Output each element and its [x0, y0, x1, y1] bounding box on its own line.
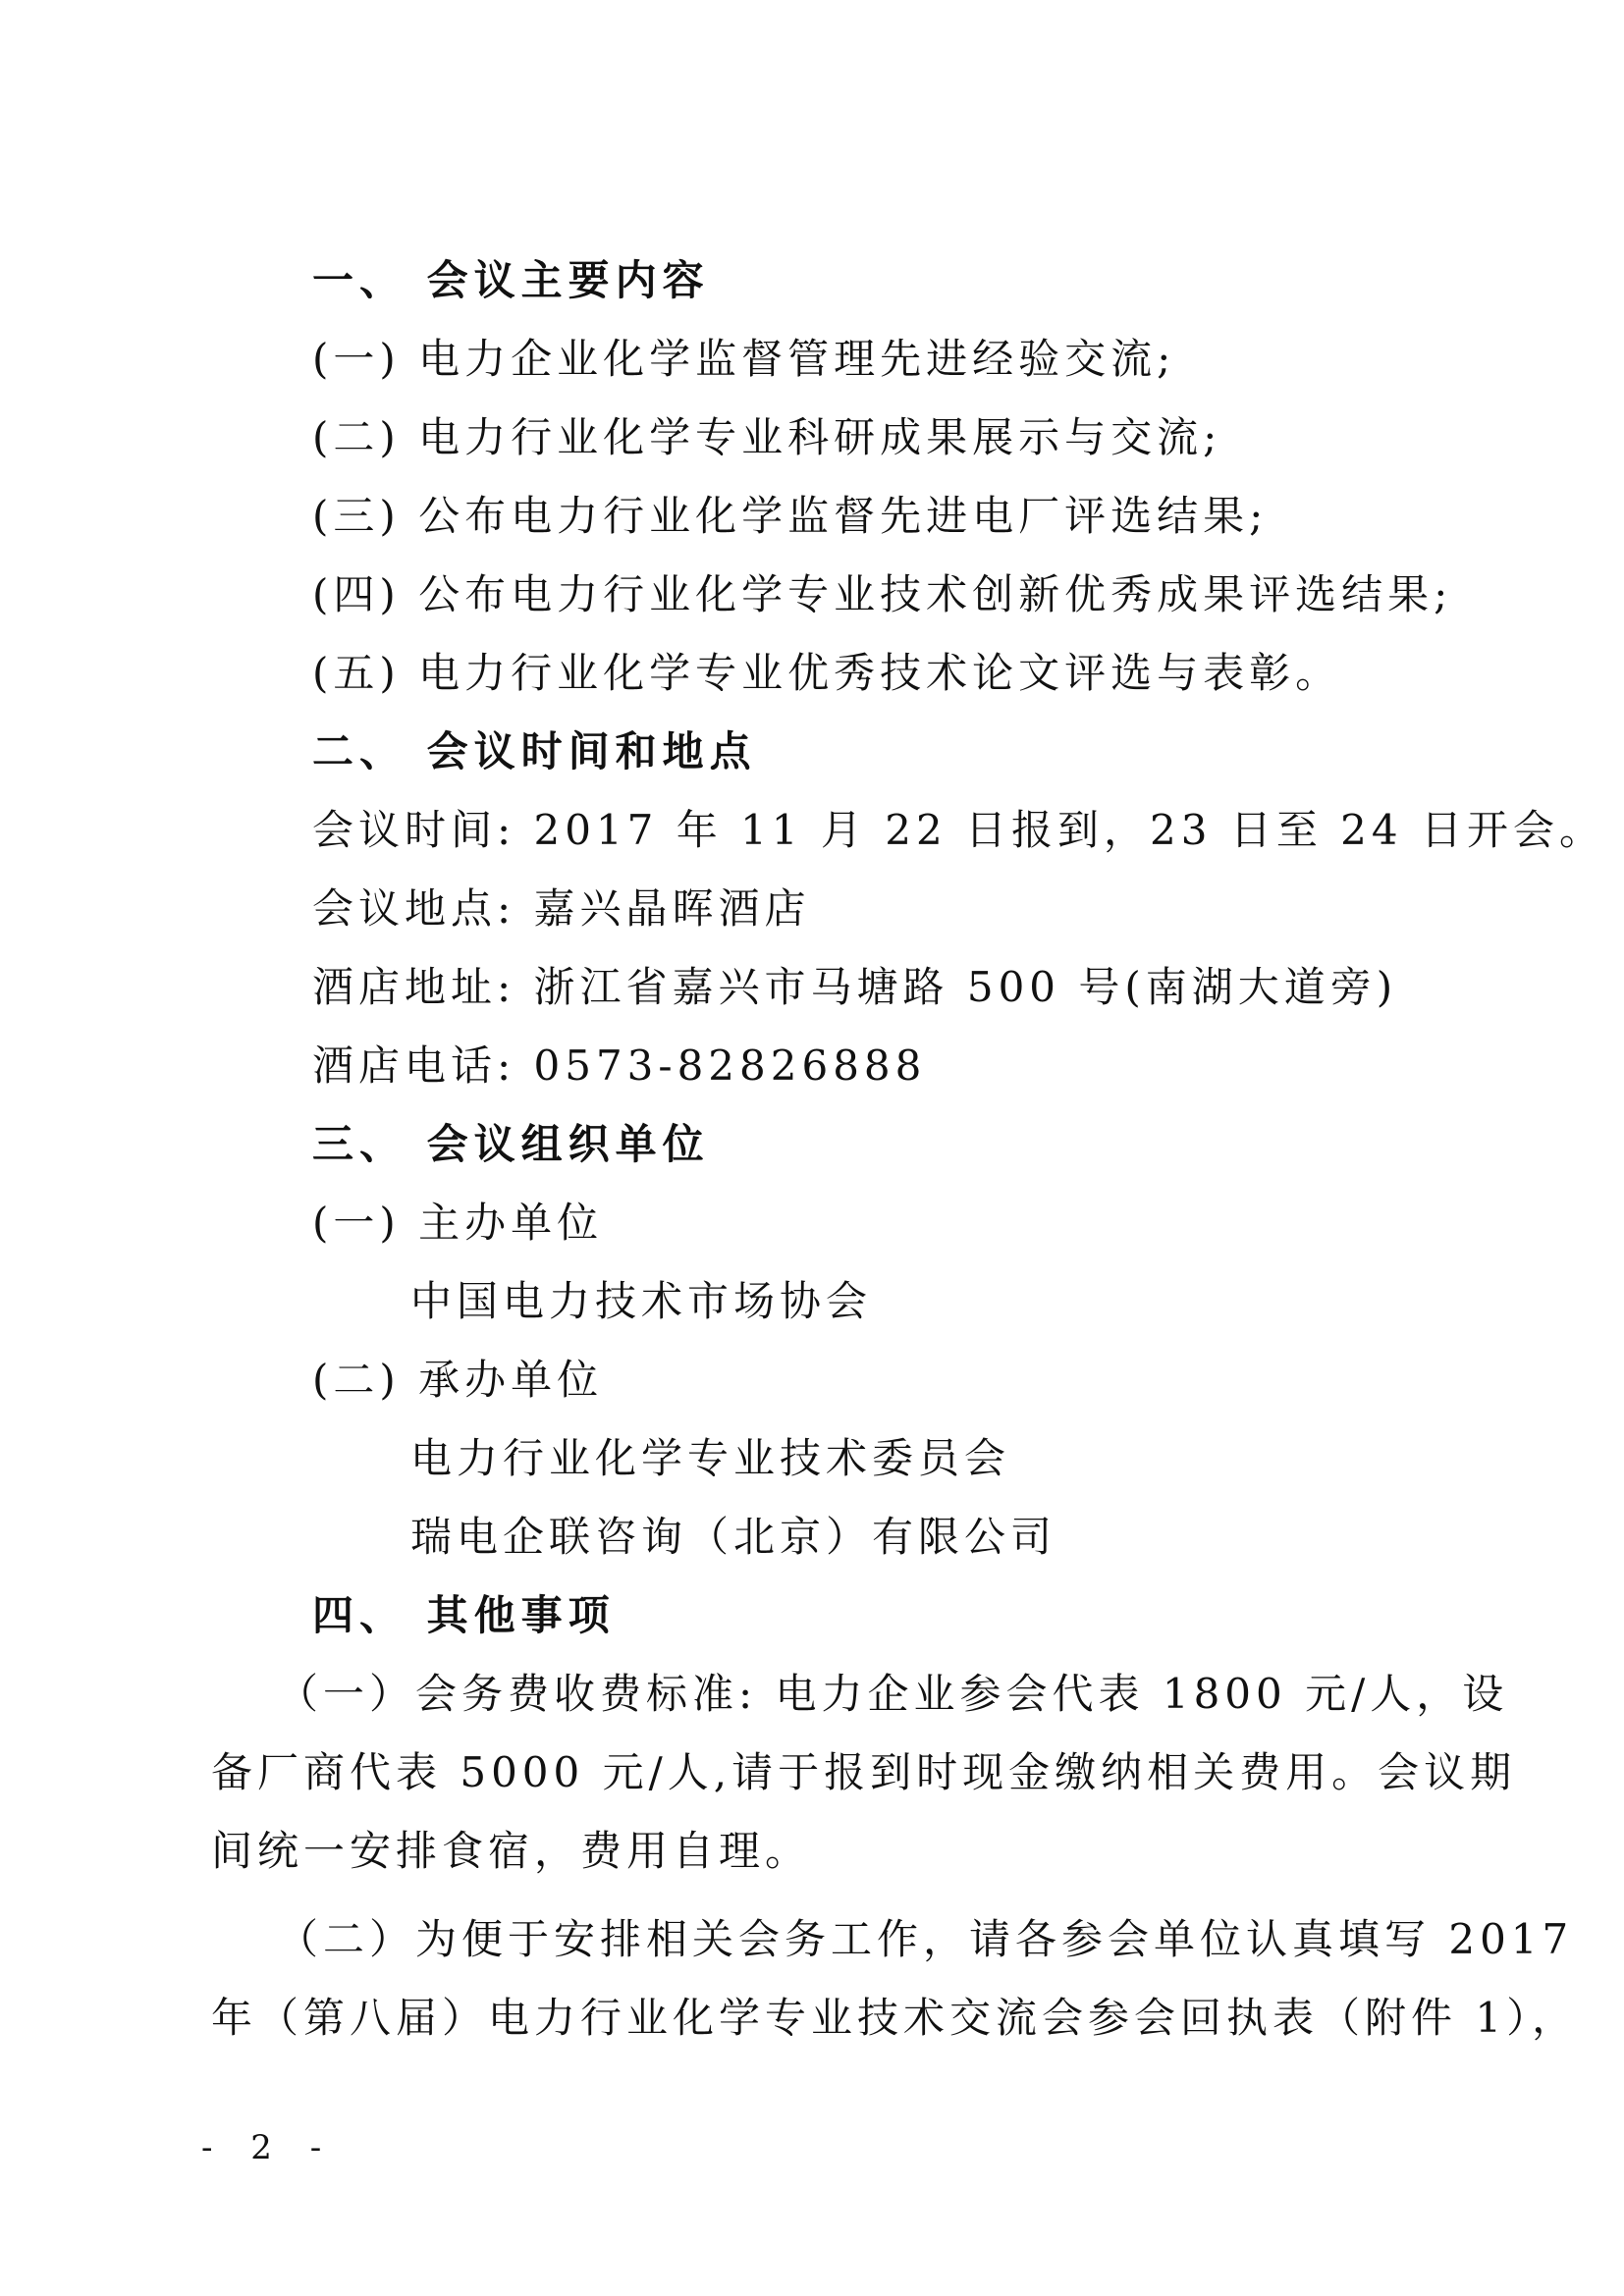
content-item-5: (五) 电力行业化学专业优秀技术论文评选与表彰。	[312, 649, 1342, 697]
section-heading-main-content: 一、 会议主要内容	[312, 256, 710, 304]
section-heading-time-place: 二、 会议时间和地点	[312, 727, 757, 775]
registration-paragraph-line-1: （二）为便于安排相关会务工作，请各参会单位认真填写 2017	[277, 1915, 1574, 1963]
fee-paragraph-line-1: （一）会务费收费标准: 电力企业参会代表 1800 元/人，设	[277, 1670, 1509, 1718]
hotel-phone: 酒店电话: 0573-82826888	[312, 1041, 927, 1090]
organizer-name-1: 电力行业化学专业技术委员会	[410, 1434, 1011, 1482]
page-number: - 2 -	[201, 2128, 336, 2167]
content-item-3: (三) 公布电力行业化学监督先进电厂评选结果;	[312, 492, 1269, 540]
fee-paragraph-line-2: 备厂商代表 5000 元/人,请于报到时现金缴纳相关费用。会议期	[211, 1748, 1517, 1796]
section-heading-other-matters: 四、 其他事项	[312, 1591, 616, 1639]
host-name: 中国电力技术市场协会	[410, 1277, 873, 1325]
meeting-venue: 会议地点: 嘉兴晶晖酒店	[312, 884, 811, 933]
content-item-4: (四) 公布电力行业化学专业技术创新优秀成果评选结果;	[312, 570, 1453, 618]
fee-paragraph-line-3: 间统一安排食宿，费用自理。	[211, 1827, 812, 1875]
meeting-time: 会议时间: 2017 年 11 月 22 日报到，23 日至 24 日开会。	[312, 806, 1605, 854]
registration-paragraph-line-2: 年（第八届）电力行业化学专业技术交流会参会回执表（附件 1），	[211, 1994, 1579, 2042]
content-item-2: (二) 电力行业化学专业科研成果展示与交流;	[312, 413, 1222, 461]
content-item-1: (一) 电力企业化学监督管理先进经验交流;	[312, 335, 1176, 383]
hotel-address: 酒店地址: 浙江省嘉兴市马塘路 500 号(南湖大道旁)	[312, 963, 1398, 1011]
section-heading-organizers: 三、 会议组织单位	[312, 1120, 710, 1168]
host-label: (一) 主办单位	[312, 1199, 604, 1247]
organizer-label: (二) 承办单位	[312, 1356, 604, 1404]
organizer-name-2: 瑞电企联咨询（北京）有限公司	[410, 1513, 1057, 1561]
